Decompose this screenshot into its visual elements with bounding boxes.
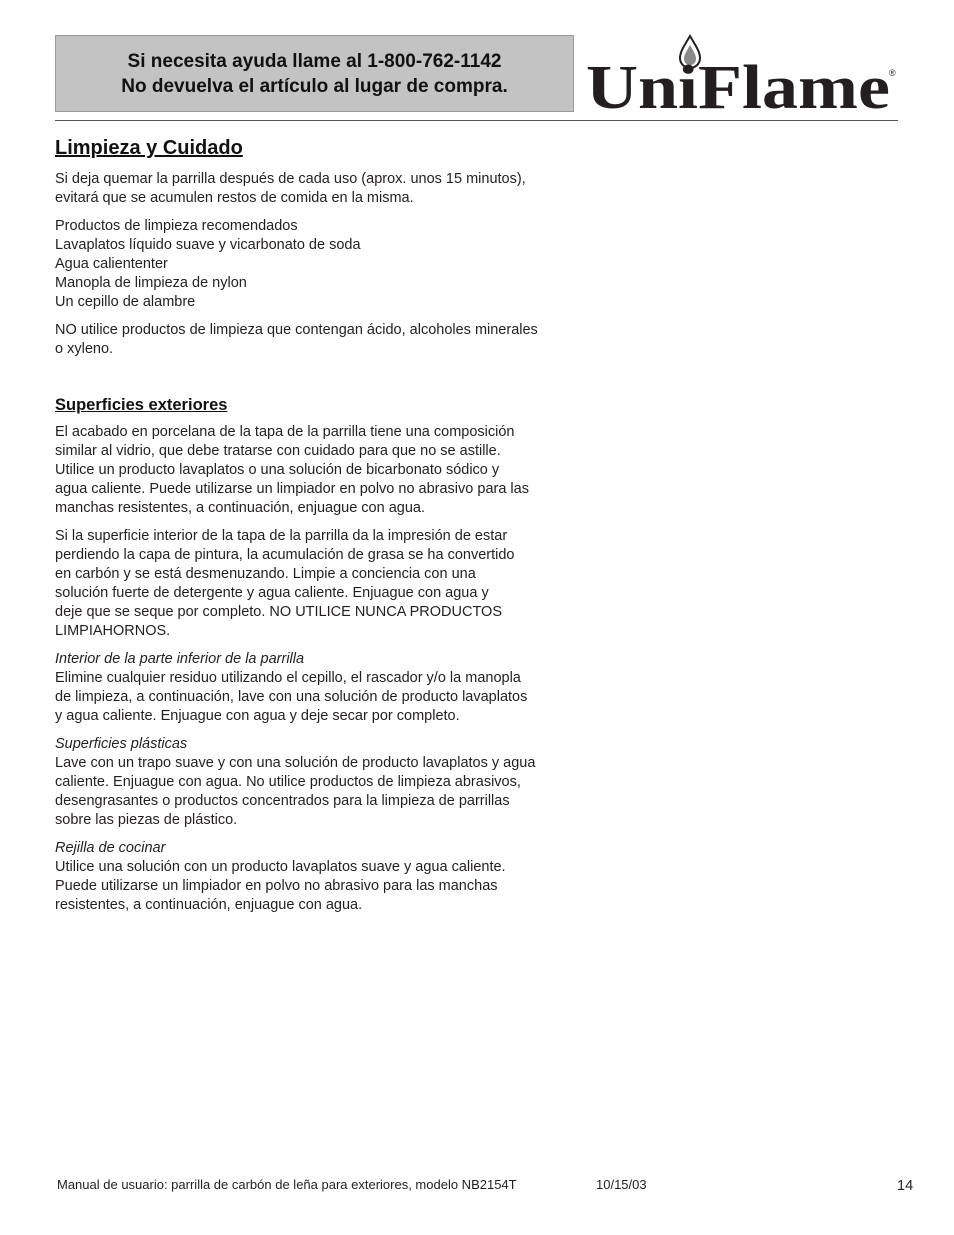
text-line: y agua caliente. Enjuague con agua y deje secar por completo. <box>55 708 460 724</box>
registered-mark: ® <box>889 68 896 78</box>
lid-interior-paragraph <box>55 527 585 641</box>
logo-wordmark: UniFlame <box>586 54 890 112</box>
text-line: Puede utilizarse un limpiador en polvo no abrasivo para las manchas <box>55 878 498 894</box>
text-line: agua caliente. Puede utilizarse un limpiador en polvo no abrasivo para las <box>55 481 529 497</box>
text-line: sobre las piezas de plástico. <box>55 812 238 828</box>
interior-bottom-paragraph <box>55 650 585 726</box>
text-line: Si deja quemar la parrilla después de cada uso (aprox. unos 15 minutos), <box>55 171 526 187</box>
list-item: Lavaplatos líquido suave y vicarbonato de soda <box>55 237 361 253</box>
text-line: Utilice una solución con un producto lavaplatos suave y agua caliente. <box>55 859 506 875</box>
plastic-heading: Superficies plásticas <box>55 736 188 752</box>
text-line: Utilice un producto lavaplatos o una solución de bicarbonato sódico y <box>55 462 500 478</box>
text-line: en carbón y se está desmenuzando. Limpie a conciencia con una <box>55 566 476 582</box>
text-line: evitará que se acumulen restos de comida en la misma. <box>55 190 414 206</box>
text-line: de limpieza, a continuación, lave con una solución de producto lavaplatos <box>55 689 528 705</box>
products-list <box>55 217 585 312</box>
text-line: manchas resistentes, a continuación, enjuague con agua. <box>55 500 425 516</box>
text-line: solución fuerte de detergente y agua caliente. Enjuague con agua y <box>55 585 489 601</box>
subsection-title: Superficies exteriores <box>55 396 228 414</box>
main-content <box>55 136 585 924</box>
text-line: deje que se seque por completo. NO UTILICE NUNCA PRODUCTOS <box>55 604 502 620</box>
text-line: caliente. Enjuague con agua. No utilice productos de limpieza abrasivos, <box>55 774 521 790</box>
list-item: Agua caliententer <box>55 256 168 272</box>
return-notice-line: No devuelva el artículo al lugar de compra. <box>121 75 508 97</box>
plastic-paragraph <box>55 735 585 830</box>
text-line: El acabado en porcelana de la tapa de la parrilla tiene una composición <box>55 424 515 440</box>
interior-heading: Interior de la parte inferior de la parrilla <box>55 651 305 667</box>
help-phone-line: Si necesita ayuda llame al 1-800-762-1142 <box>127 50 502 72</box>
header-rule <box>55 120 898 121</box>
text-line: Si la superficie interior de la tapa de la parrilla da la impresión de estar <box>55 528 508 544</box>
text-line: NO utilice productos de limpieza que contengan ácido, alcoholes minerales <box>55 322 538 338</box>
text-line: perdiendo la capa de pintura, la acumulación de grasa se ha convertido <box>55 547 515 563</box>
intro-paragraph <box>55 170 585 208</box>
uniflame-logo <box>586 32 898 112</box>
warning-paragraph <box>55 321 585 359</box>
text-line: Elimine cualquier residuo utilizando el cepillo, el rascador y/o la manopla <box>55 670 521 686</box>
text-line: similar al vidrio, que debe tratarse con cuidado para que no se astille. <box>55 443 501 459</box>
porcelain-paragraph <box>55 423 585 518</box>
list-item: Productos de limpieza recomendados <box>55 218 298 234</box>
text-line: resistentes, a continuación, enjuague con agua. <box>55 897 363 913</box>
section-title: Limpieza y Cuidado <box>55 137 243 159</box>
footer-date: 10/15/03 <box>596 1177 647 1192</box>
list-item: Un cepillo de alambre <box>55 294 196 310</box>
text-line: Lave con un trapo suave y con una solución de producto lavaplatos y agua <box>55 755 536 771</box>
page-number: 14 <box>897 1178 914 1194</box>
grill-paragraph <box>55 839 585 915</box>
text-line: o xyleno. <box>55 341 114 357</box>
text-line: LIMPIAHORNOS. <box>55 623 171 639</box>
grill-heading: Rejilla de cocinar <box>55 840 166 856</box>
text-line: desengrasantes o productos concentrados para la limpieza de parrillas <box>55 793 510 809</box>
list-item: Manopla de limpieza de nylon <box>55 275 247 291</box>
footer-manual-title: Manual de usuario: parrilla de carbón de leña para exteriores, modelo NB2154T <box>57 1177 517 1192</box>
help-banner <box>55 35 574 112</box>
